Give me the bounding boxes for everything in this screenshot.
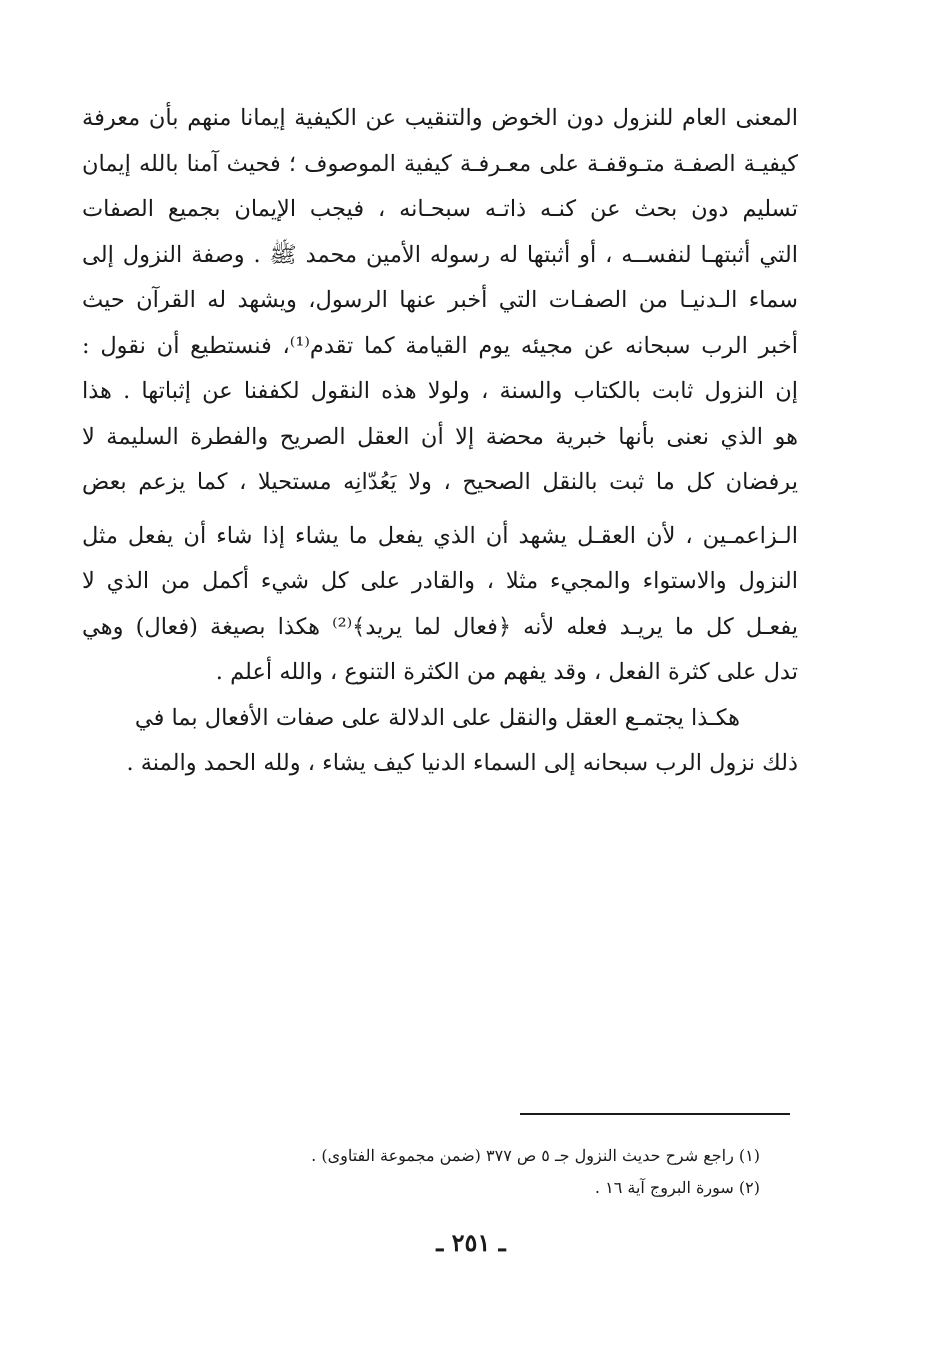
text-line: سماء الـدنيـا من الصفـات التي أخبر عنها الرسول، ويشهد له القرآن حيث [82,287,798,313]
text-line: الـزاعمـين ، لأن العقـل يشهد أن الذي يفعل ما يشاء إذا شاء أن يفعل مثل [82,522,798,549]
page-number: ـ ٢٥١ ـ [436,1228,506,1257]
paragraph-1 [82,96,798,696]
main-text [82,96,798,787]
footnote-1: (١) راجع شرح حديث النزول جـ ٥ ص ٣٧٧ (ضمن مجموعة الفتاوى) . [311,1146,760,1165]
footnotes [220,1140,760,1204]
text-line: هكـذا يجتمـع العقل والنقل على الدلالة على صفات الأفعال بما في [134,704,740,731]
text-line: تسليم دون بحث عن كنـه ذاتـه سبحـانه ، فيجب الإيمان بجميع الصفات [82,196,798,222]
text-line: النزول والاستواء والمجيء مثلا ، والقادر على كل شيء أكمل من الذي لا [82,568,798,594]
text-line: يفعـل كل ما يريـد فعله لأنه ﴿فعال لما يريد﴾⁽²⁾ هكذا بصيغة (فعال) وهي [82,613,798,640]
text-line: المعنى العام للنزول دون الخوض والتنقيب عن الكيفية إيمانا منهم بأن معرفة [82,105,798,131]
text-line: هو الذي نعنى بأنها خبرية محضة إلا أن العقل الصريح والفطرة السليمة لا [82,423,798,450]
text-line: أخبر الرب سبحانه عن مجيئه يوم القيامة كما تقدم⁽¹⁾، فنستطيع أن نقول : [82,332,798,359]
text-line: كيفيـة الصفـة متـوقفـة على معـرفـة كيفية الموصوف ؛ فحيث آمنا بالله إيمان [82,150,798,177]
text-line: ذلك نزول الرب سبحانه إلى السماء الدنيا كيف يشاء ، ولله الحمد والمنة . [126,750,798,776]
footnote-2: (٢) سورة البروج آية ١٦ . [594,1178,760,1197]
paragraph-2 [82,696,798,787]
text-line: يرفضان كل ما ثبت بالنقل الصحيح ، ولا يَعُدّانِه مستحيلا ، كما يزعم بعض [82,469,798,495]
text-line: تدل على كثرة الفعل ، وقد يفهم من الكثرة التنوع ، والله أعلم . [215,659,798,685]
text-line: التي أثبتهـا لنفســه ، أو أثبتها له رسوله الأمين محمد ﷺ . وصفة النزول إلى [82,241,798,268]
footnote-separator [520,1113,790,1115]
text-line: إن النزول ثابت بالكتاب والسنة ، ولولا هذه النقول لكففنا عن إثباتها . هذا [82,378,798,404]
